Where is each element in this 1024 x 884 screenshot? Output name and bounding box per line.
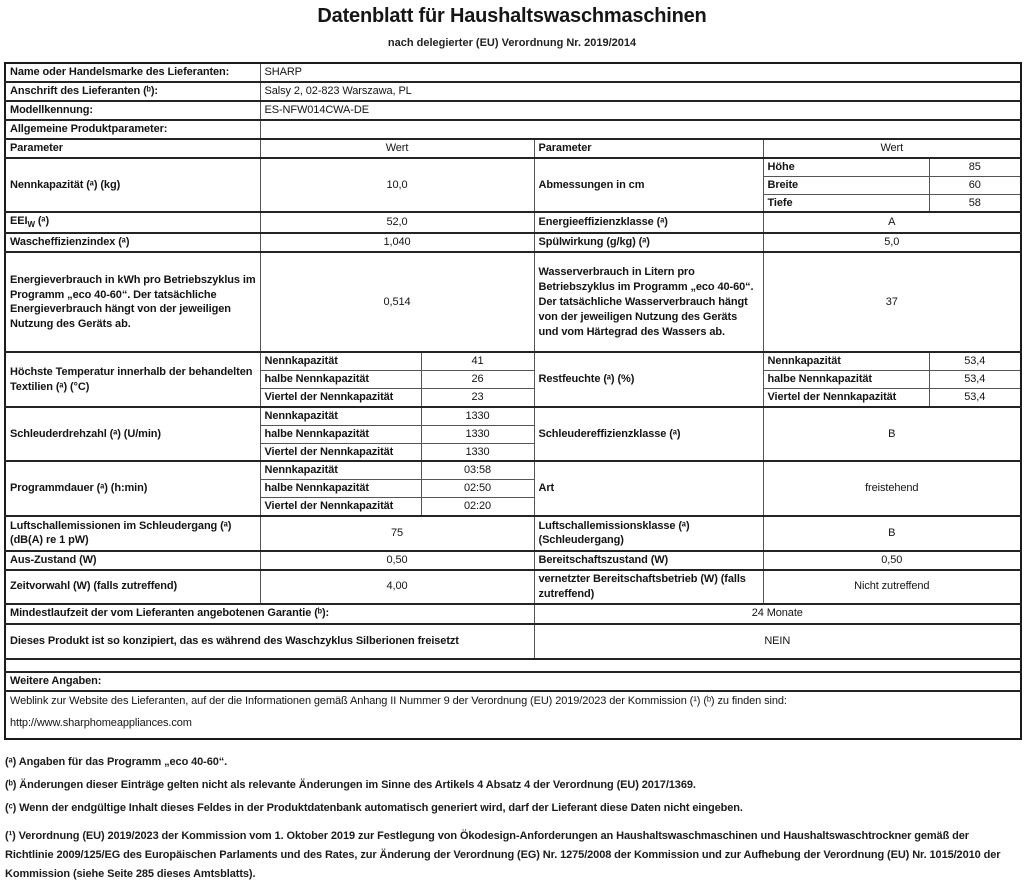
duration-sub-value: 02:50 (421, 480, 534, 498)
eei-row (5, 212, 1021, 233)
page-title: Datenblatt für Haushaltswaschmaschinen (317, 5, 707, 27)
off-mode-value: 0,50 (260, 551, 534, 570)
spin-speed-row (5, 407, 1021, 425)
dimension-width-label: Breite (763, 176, 929, 194)
warranty-row (5, 604, 1021, 624)
temperature-label: Höchste Temperatur innerhalb der behandelten Textilien (ᵃ) (°C) (5, 352, 260, 407)
duration-sub-label: Viertel der Nennkapazität (260, 498, 421, 516)
noise-value: 75 (260, 516, 534, 551)
type-label: Art (534, 461, 763, 516)
moisture-sub-label: halbe Nennkapazität (763, 371, 929, 389)
header-parameter-right: Parameter (534, 139, 763, 158)
moisture-sub-value: 53,4 (929, 371, 1021, 389)
footnote-c: (ᶜ) Wenn der endgültige Inhalt dieses Feldes in der Produktdatenbank automatisch generiert wird, darf der Lieferant diese Daten nicht eingeben. (5, 801, 743, 814)
temperature-sub-value: 23 (421, 389, 534, 407)
footnote-b: (ᵇ) Änderungen dieser Einträge gelten nicht als relevante Änderungen im Sinne des Artikels 4 Absatz 4 der Verordnung (EU) 2017/1369. (5, 778, 696, 791)
supplier-address-value: Salsy 2, 02-823 Warszawa, PL (260, 82, 1021, 101)
water-consumption-label: Wasserverbrauch in Litern pro Betriebszyklus im Programm „eco 40-60“. Der tatsächliche Wasserverbrauch hängt von der jeweiligen Nutzung des Geräts und vom Härtegrad des Wassers ab. (534, 252, 763, 352)
temperature-sub-label: halbe Nennkapazität (260, 371, 421, 389)
more-info-heading: Weitere Angaben: (5, 672, 1021, 691)
capacity-row (5, 158, 1021, 176)
supplier-address-label: Anschrift des Lieferanten (ᵇ): (5, 82, 260, 101)
networked-standby-value: Nicht zutreffend (763, 570, 1021, 604)
footnote-1: (¹) Verordnung (EU) 2019/2023 der Kommission vom 1. Oktober 2019 zur Festlegung von Ökodesign-Anforderungen an Haushaltswaschmaschinen und Haushaltswaschtrockner gemäß der Richtlinie 2009/125/EG des Europäischen Parlaments und des Rates, zur Änderung der Verordnung (EG) Nr. 1275/2008 der Kommission und zur Aufhebung der Verordnung (EU) Nr. 1015/2010 der Kommission (siehe Seite 285 dieses Amtsblatts). (5, 829, 1001, 880)
footnote-a: (ᵃ) Angaben für das Programm „eco 40-60“. (5, 755, 228, 768)
dimension-height-value: 85 (929, 158, 1021, 176)
duration-row (5, 461, 1021, 479)
spin-sub-value: 1330 (421, 425, 534, 443)
temperature-sub-value: 41 (421, 352, 534, 370)
spin-class-label: Schleudereffizienzklasse (ᵃ) (534, 407, 763, 462)
energy-class-value: A (763, 212, 1021, 233)
silver-ions-row (5, 624, 1021, 659)
standby-value: 0,50 (763, 551, 1021, 570)
energy-consumption-value: 0,514 (260, 252, 534, 352)
spin-class-value: B (763, 407, 1021, 462)
supplier-name-value: SHARP (260, 63, 1021, 82)
capacity-label: Nennkapazität (ᵃ) (kg) (5, 158, 260, 213)
off-mode-row (5, 551, 1021, 570)
off-mode-label: Aus-Zustand (W) (5, 551, 260, 570)
dimension-depth-label: Tiefe (763, 194, 929, 212)
moisture-label: Restfeuchte (ᵃ) (%) (534, 352, 763, 407)
networked-standby-label: vernetzter Bereitschaftsbetrieb (W) (falls zutreffend) (534, 570, 763, 604)
model-value: ES-NFW014CWA-DE (260, 101, 1021, 120)
wash-index-row (5, 233, 1021, 252)
duration-sub-value: 03:58 (421, 461, 534, 479)
weblink-url: http://www.sharphomeappliances.com (10, 716, 192, 729)
temperature-row (5, 352, 1021, 370)
eei-label: $EEI_W$ (ᵃ) (5, 212, 260, 233)
dimension-width-value: 60 (929, 176, 1021, 194)
spin-sub-value: 1330 (421, 443, 534, 461)
weblink-row (5, 691, 1021, 739)
delay-start-value: 4,00 (260, 570, 534, 604)
spin-sub-label: halbe Nennkapazität (260, 425, 421, 443)
supplier-name-row (5, 63, 1021, 82)
energy-consumption-label: Energieverbrauch in kWh pro Betriebszyklus im Programm „eco 40-60“. Der tatsächliche Energieverbrauch hängt von der jeweiligen Nutzung des Geräts ab. (5, 252, 260, 352)
temperature-sub-value: 26 (421, 371, 534, 389)
header-wert-left: Wert (260, 139, 534, 158)
wash-index-value: 1,040 (260, 233, 534, 252)
water-consumption-value: 37 (763, 252, 1021, 352)
delay-start-row (5, 570, 1021, 604)
duration-sub-label: halbe Nennkapazität (260, 480, 421, 498)
moisture-sub-label: Nennkapazität (763, 352, 929, 370)
silver-ions-label: Dieses Produkt ist so konzipiert, das es während des Waschzyklus Silberionen freisetzt (5, 624, 534, 659)
duration-label: Programmdauer (ᵃ) (h:min) (5, 461, 260, 516)
spacer-row (5, 659, 1021, 672)
moisture-sub-value: 53,4 (929, 352, 1021, 370)
noise-class-value: B (763, 516, 1021, 551)
noise-class-label: Luftschallemissionsklasse (ᵃ) (Schleudergang) (534, 516, 763, 551)
table-header-row (5, 139, 1021, 158)
temperature-sub-label: Viertel der Nennkapazität (260, 389, 421, 407)
dimension-depth-value: 58 (929, 194, 1021, 212)
weblink-description: Weblink zur Website des Lieferanten, auf der die Informationen gemäß Anhang II Nummer 9 der Verordnung (EU) 2019/2023 der Kommission (¹) (ᵇ) zu finden sind: (10, 694, 787, 707)
moisture-sub-label: Viertel der Nennkapazität (763, 389, 929, 407)
warranty-label: Mindestlaufzeit der vom Lieferanten angebotenen Garantie (ᵇ): (5, 604, 534, 624)
spin-sub-label: Nennkapazität (260, 407, 421, 425)
warranty-value: 24 Monate (534, 604, 1021, 624)
dimensions-label: Abmessungen in cm (534, 158, 763, 213)
rinse-value: 5,0 (763, 233, 1021, 252)
consumption-row (5, 252, 1021, 352)
supplier-name-label: Name oder Handelsmarke des Lieferanten: (5, 63, 260, 82)
header-wert-right: Wert (763, 139, 1021, 158)
weblink-cell (5, 691, 1021, 739)
moisture-sub-value: 53,4 (929, 389, 1021, 407)
silver-ions-value: NEIN (534, 624, 1021, 659)
general-params-label: Allgemeine Produktparameter: (5, 120, 260, 139)
general-params-value (260, 120, 1021, 139)
type-value: freistehend (763, 461, 1021, 516)
footnotes-section (5, 755, 1019, 884)
spacer-cell (5, 659, 1021, 672)
spin-sub-value: 1330 (421, 407, 534, 425)
eei-subscript: W (27, 220, 35, 230)
delay-start-label: Zeitvorwahl (W) (falls zutreffend) (5, 570, 260, 604)
more-info-heading-row (5, 672, 1021, 691)
page-subtitle: nach delegierter (EU) Verordnung Nr. 2019/2014 (387, 37, 637, 49)
spin-speed-label: Schleuderdrehzahl (ᵃ) (U/min) (5, 407, 260, 462)
standby-label: Bereitschaftszustand (W) (534, 551, 763, 570)
capacity-value: 10,0 (260, 158, 534, 213)
noise-label: Luftschallemissionen im Schleudergang (ᵃ) (dB(A) re 1 pW) (5, 516, 260, 551)
noise-row (5, 516, 1021, 551)
duration-sub-value: 02:20 (421, 498, 534, 516)
model-row (5, 101, 1021, 120)
temperature-sub-label: Nennkapazität (260, 352, 421, 370)
dimension-height-label: Höhe (763, 158, 929, 176)
datasheet-table (4, 62, 1022, 740)
energy-class-label: Energieeffizienzklasse (ᵃ) (534, 212, 763, 233)
eei-value: 52,0 (260, 212, 534, 233)
general-params-row (5, 120, 1021, 139)
model-label: Modellkennung: (5, 101, 260, 120)
wash-index-label: Wascheffizienzindex (ᵃ) (5, 233, 260, 252)
header-parameter-left: Parameter (5, 139, 260, 158)
duration-sub-label: Nennkapazität (260, 461, 421, 479)
supplier-address-row (5, 82, 1021, 101)
spin-sub-label: Viertel der Nennkapazität (260, 443, 421, 461)
rinse-label: Spülwirkung (g/kg) (ᵃ) (534, 233, 763, 252)
